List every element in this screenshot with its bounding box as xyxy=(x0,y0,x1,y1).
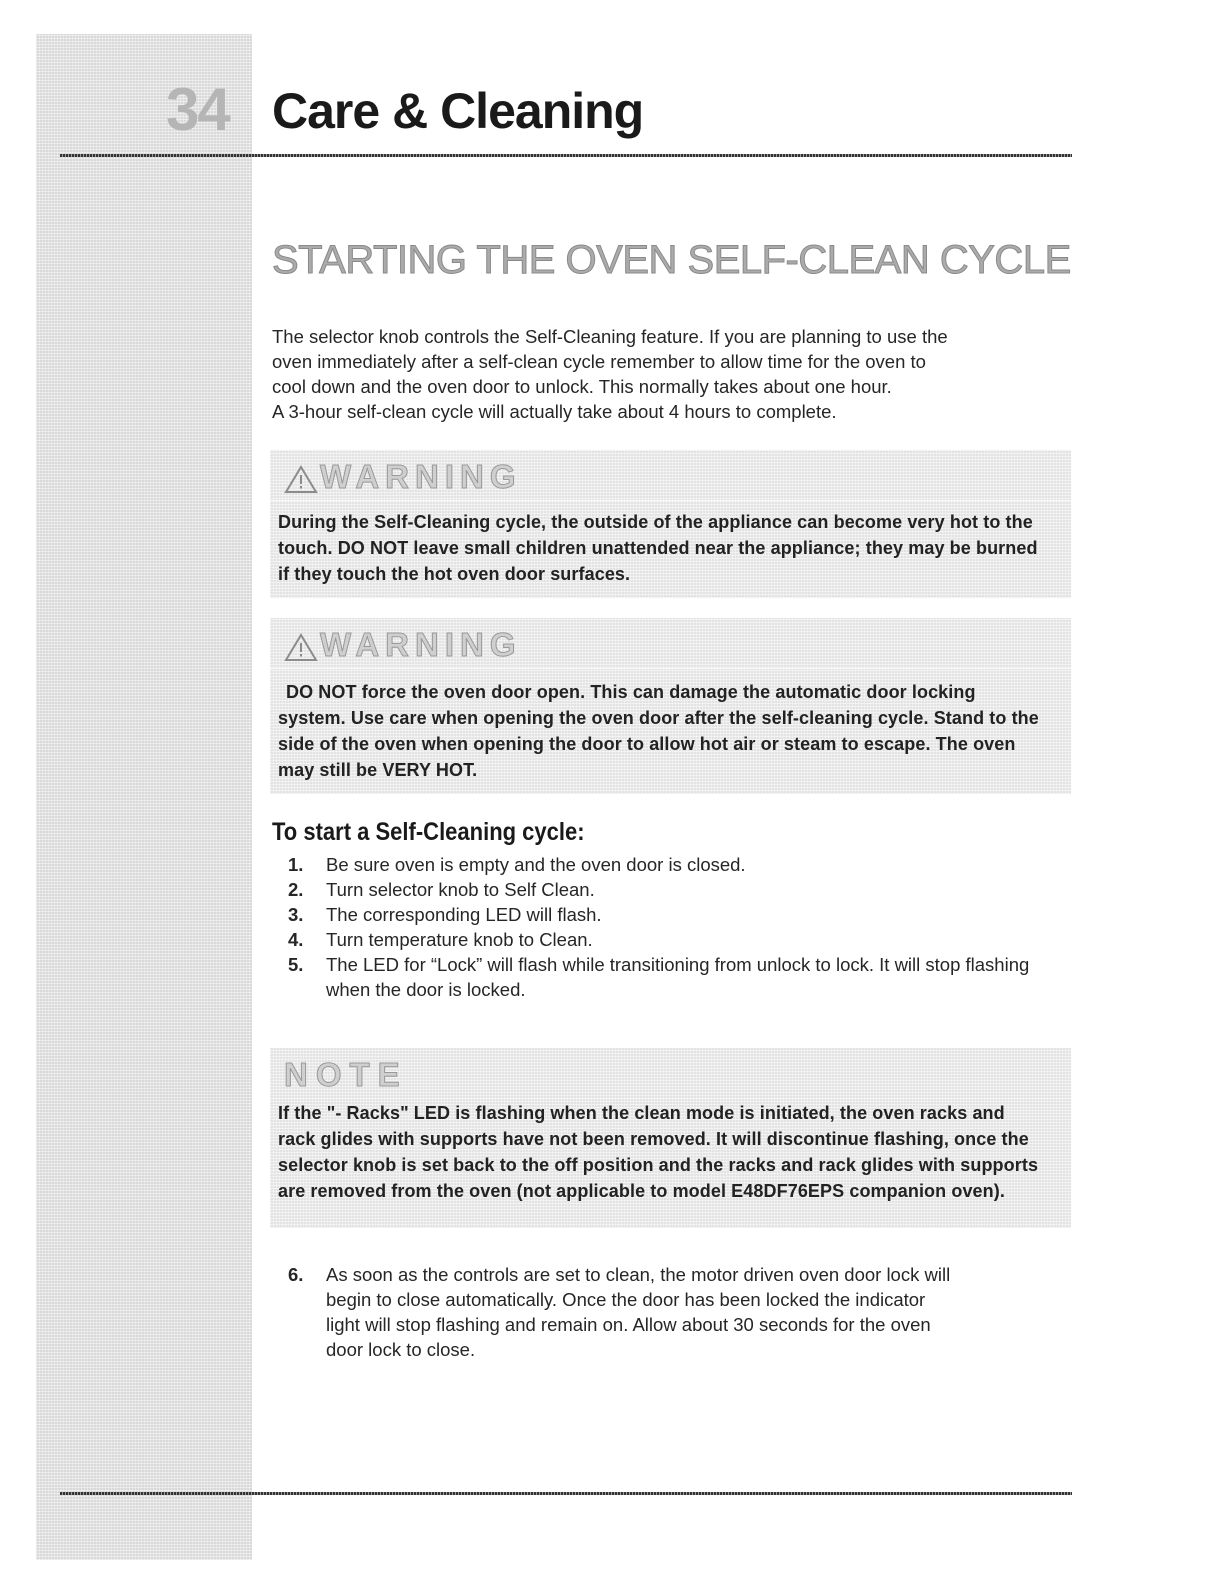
note-label: NOTE xyxy=(284,1056,408,1093)
warning-label-text: WARNING xyxy=(320,458,522,495)
warning-line: may still be VERY HOT. xyxy=(278,760,478,780)
intro-paragraph xyxy=(272,324,1072,424)
steps-list xyxy=(288,852,1078,1002)
step-text: Turn temperature knob to Clean. xyxy=(326,929,593,950)
warning-line: system. Use care when opening the oven door after the self-cleaning cycle. Stand to the xyxy=(278,708,1039,728)
step-number: 1. xyxy=(288,854,304,875)
step-number: 3. xyxy=(288,904,304,925)
intro-line: The selector knob controls the Self-Cleaning feature. If you are planning to use the xyxy=(272,326,948,347)
warning-line: if they touch the hot oven door surfaces. xyxy=(278,564,631,584)
step-number: 4. xyxy=(288,929,304,950)
note-line: rack glides with supports have not been removed. It will discontinue flashing, once the xyxy=(278,1129,1029,1149)
step-text xyxy=(288,1262,1068,1362)
step-text: Turn selector knob to Self Clean. xyxy=(326,879,595,900)
list-item xyxy=(288,852,1078,877)
warning-line: touch. DO NOT leave small children unattended near the appliance; they may be burned xyxy=(278,538,1038,558)
step-line: door lock to close. xyxy=(326,1339,476,1360)
list-item xyxy=(288,927,1078,952)
warning-box xyxy=(270,450,1071,598)
divider xyxy=(270,668,1071,669)
note-box xyxy=(270,1048,1071,1228)
warning-text xyxy=(278,679,1065,783)
step-text: Be sure oven is empty and the oven door is closed. xyxy=(326,854,746,875)
step-line: As soon as the controls are set to clean, the motor driven oven door lock will xyxy=(326,1264,951,1285)
page-number: 34 xyxy=(166,76,229,143)
steps-heading: To start a Self-Cleaning cycle: xyxy=(272,818,585,846)
intro-line: cool down and the oven door to unlock. This normally takes about one hour. xyxy=(272,376,892,397)
section-title: STARTING THE OVEN SELF-CLEAN CYCLE xyxy=(272,238,1071,282)
divider xyxy=(270,500,1071,501)
intro-line: A 3-hour self-clean cycle will actually take about 4 hours to complete. xyxy=(272,401,837,422)
footer-rule xyxy=(60,1492,1072,1495)
warning-label xyxy=(284,460,522,494)
warning-line: During the Self-Cleaning cycle, the outside of the appliance can become very hot to the xyxy=(278,512,1033,532)
divider xyxy=(270,1098,1071,1099)
list-item xyxy=(288,877,1078,902)
warning-line: side of the oven when opening the door to allow hot air or steam to escape. The oven xyxy=(278,734,1016,754)
warning-label xyxy=(284,628,522,662)
step-text: The corresponding LED will flash. xyxy=(326,904,602,925)
warning-line: DO NOT force the oven door open. This can damage the automatic door locking xyxy=(286,682,976,702)
step-line: light will stop flashing and remain on. Allow about 30 seconds for the oven xyxy=(326,1314,931,1335)
note-line: If the "- Racks" LED is flashing when the clean mode is initiated, the oven racks and xyxy=(278,1103,1005,1123)
step-number: 5. xyxy=(288,954,304,975)
list-item xyxy=(288,1262,1068,1362)
header-rule xyxy=(60,154,1072,157)
intro-line: oven immediately after a self-clean cycle remember to allow time for the oven to xyxy=(272,351,926,372)
warning-triangle-icon xyxy=(284,464,318,494)
step-line: begin to close automatically. Once the door has been locked the indicator xyxy=(326,1289,926,1310)
note-line: are removed from the oven (not applicable to model E48DF76EPS companion oven). xyxy=(278,1181,1005,1201)
list-item xyxy=(288,952,1078,1002)
warning-triangle-icon xyxy=(284,632,318,662)
warning-box xyxy=(270,618,1071,794)
sidebar-band xyxy=(36,34,252,1560)
note-line: selector knob is set back to the off position and the racks and rack glides with supports xyxy=(278,1155,1039,1175)
list-item xyxy=(288,902,1078,927)
page-title: Care & Cleaning xyxy=(272,83,644,139)
step-number: 6. xyxy=(288,1264,304,1285)
step-number: 2. xyxy=(288,879,304,900)
warning-label-text: WARNING xyxy=(320,626,522,663)
warning-text xyxy=(278,509,1065,587)
step-text: The LED for “Lock” will flash while transitioning from unlock to lock. It will stop flashing when the door is locked. xyxy=(326,954,1030,1000)
note-text xyxy=(278,1100,1065,1204)
